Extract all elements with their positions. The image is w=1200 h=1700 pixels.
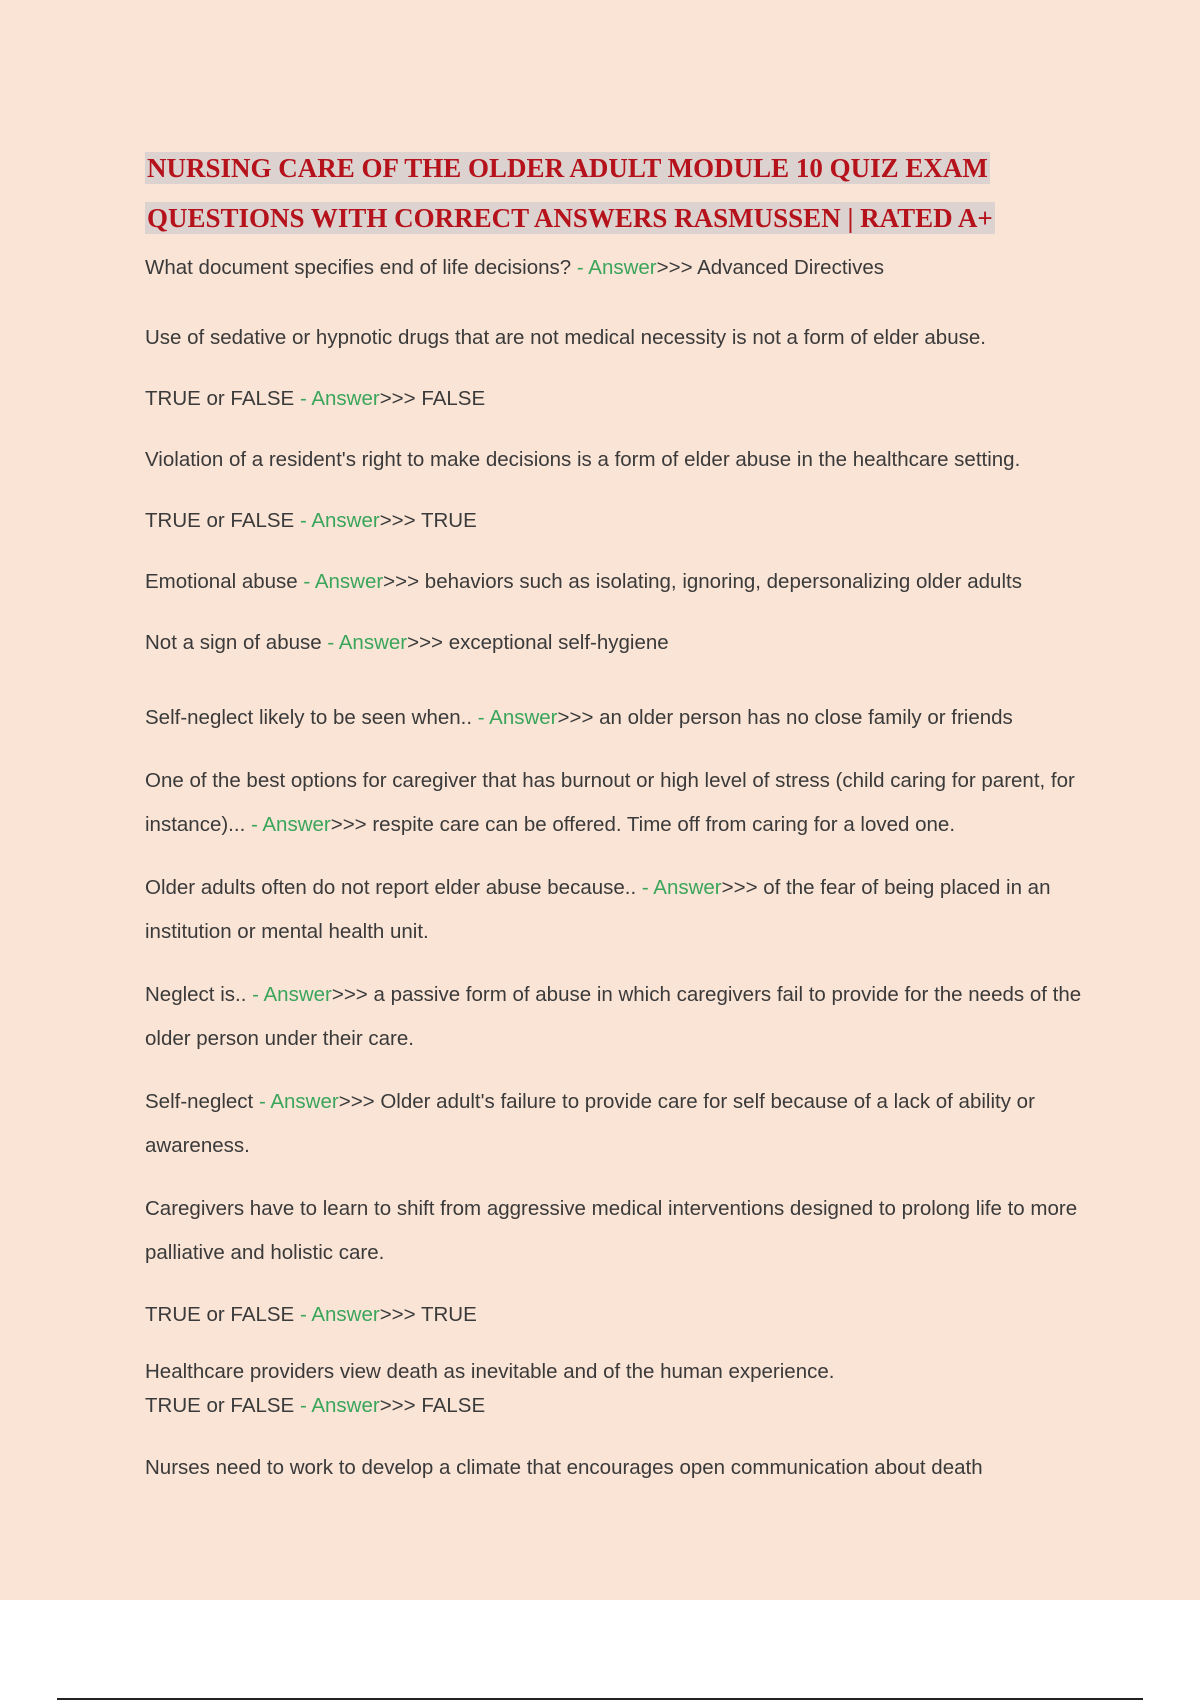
qa-item: Nurses need to work to develop a climate that encourages open communication about death [145,1456,983,1479]
title-line-2: QUESTIONS WITH CORRECT ANSWERS RASMUSSEN | RATED A+ [147,203,993,233]
qa-item: One of the best options for caregiver that has burnout or high level of stress (child caring for parent, for instance)... - Answer>>> respite care can be offered. Time off from caring for a loved one. [145,769,1075,836]
qa-item: Self-neglect likely to be seen when.. - Answer>>> an older person has no close family or friends [145,706,1013,729]
qa-item: Emotional abuse - Answer>>> behaviors such as isolating, ignoring, depersonalizing older adults [145,570,1022,593]
answer-label: Answer [338,631,408,654]
qa-item: What document specifies end of life decisions? - Answer>>> Advanced Directives [145,256,884,279]
qa-item: TRUE or FALSE - Answer>>> FALSE [145,387,486,410]
qa-item: Older adults often do not report elder abuse because.. - Answer>>> of the fear of being placed in an institution or mental health unit. [145,876,1051,943]
answer-label: Answer [311,509,380,532]
qa-item: Self-neglect - Answer>>> Older adult's failure to provide care for self because of a lack of ability or awareness. [145,1090,1035,1157]
answer-label: Answer [311,1394,380,1417]
answer-label: Answer [314,570,384,593]
answer-label: Answer [262,813,331,836]
answer-label: Answer [489,706,558,729]
qa-item: Healthcare providers view death as inevitable and of the human experience. TRUE or FALSE - Answer>>> FALSE [145,1360,835,1417]
document-title [145,143,1095,243]
answer-label: Answer [653,876,722,899]
qa-item: Use of sedative or hypnotic drugs that are not medical necessity is not a form of elder abuse. [145,326,986,349]
answer-label: Answer [311,1303,380,1326]
answer-label: Answer [270,1090,339,1113]
qa-item: Not a sign of abuse - Answer>>> exceptional self-hygiene [145,631,669,654]
title-line-1: NURSING CARE OF THE OLDER ADULT MODULE 10 QUIZ EXAM [147,153,988,183]
answer-label: Answer [588,256,657,279]
qa-item: TRUE or FALSE - Answer>>> TRUE [145,1303,477,1326]
qa-item: Neglect is.. - Answer>>> a passive form of abuse in which caregivers fail to provide for the needs of the older person under their care. [145,983,1082,1050]
qa-item: TRUE or FALSE - Answer>>> TRUE [145,509,477,532]
document-content [145,143,1095,1508]
qa-item: Caregivers have to learn to shift from aggressive medical interventions designed to prolong life to more palliative and holistic care. [145,1197,1078,1264]
qa-item: Violation of a resident's right to make decisions is a form of elder abuse in the healthcare setting. [145,448,1021,471]
answer-label: Answer [263,983,332,1006]
answer-label: Answer [311,387,380,410]
